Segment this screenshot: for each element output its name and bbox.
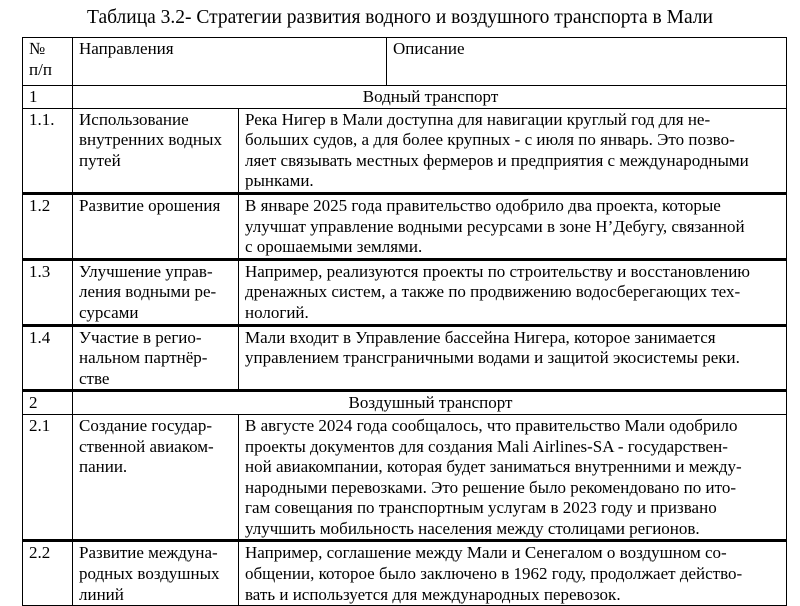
table-row bbox=[23, 541, 787, 606]
row-num: 2.1 bbox=[23, 414, 73, 541]
section-num: 2 bbox=[23, 391, 73, 415]
row-direction: Участие в регио- нальном партнёр- стве bbox=[73, 325, 239, 391]
header-num: № п/п bbox=[23, 38, 73, 86]
row-num: 1.1. bbox=[23, 108, 73, 193]
section-title: Воздушный транспорт bbox=[73, 391, 787, 415]
table-caption: Таблица 3.2- Стратегии развития водного и воздушного транспорта в Мали bbox=[87, 7, 713, 28]
row-description: Например, реализуются проекты по строительству и восстановлению дренажных систем, а также по продвижению водосберегающих тех- нологий. bbox=[239, 259, 787, 325]
row-description: В августе 2024 года сообщалось, что правительство Мали одобрило проекты документов для создания Mali Airlines-SA - государствен- ной авиакомпании, которая будет заниматься внутренними и между- народными перевозками. Это решение было рекомендовано по ито- гам совещания по транспортным услугам в 2023 году и призвано улучшить мобильность населения между столицами регионов. bbox=[239, 414, 787, 541]
row-description: Мали входит в Управление бассейна Нигера, которое занимается управлением трансграничными водами и защитой экосистемы реки. bbox=[239, 325, 787, 391]
strategies-table bbox=[22, 37, 787, 606]
row-description: Река Нигер в Мали доступна для навигации круглый год для не- больших судов, а для более крупных - с июля по январь. Это позво- ляет связывать местных фермеров и предприятия с международными рынками. bbox=[239, 108, 787, 193]
row-num: 1.2 bbox=[23, 193, 73, 259]
row-description: Например, соглашение между Мали и Сенегалом о воздушном со- общении, которое было заключено в 1962 году, продолжает действо- вать и используется для международных перевозок. bbox=[239, 541, 787, 606]
table-row bbox=[23, 414, 787, 541]
header-description: Описание bbox=[387, 38, 787, 86]
table-row bbox=[23, 193, 787, 259]
table-row bbox=[23, 325, 787, 391]
table-row bbox=[23, 108, 787, 193]
row-direction: Улучшение управ- ления водными ре- сурсами bbox=[73, 259, 239, 325]
row-num: 1.3 bbox=[23, 259, 73, 325]
section-row-air bbox=[23, 391, 787, 415]
table-row bbox=[23, 259, 787, 325]
row-direction: Развитие междуна- родных воздушных линий bbox=[73, 541, 239, 606]
row-description: В январе 2025 года правительство одобрило два проекта, которые улучшат управление водными ресурсами в зоне Н’Дебугу, связанной с орошаемыми землями. bbox=[239, 193, 787, 259]
section-num: 1 bbox=[23, 86, 73, 109]
row-num: 1.4 bbox=[23, 325, 73, 391]
row-direction: Создание государ- ственной авиаком- пании. bbox=[73, 414, 239, 541]
row-num: 2.2 bbox=[23, 541, 73, 606]
header-direction: Направления bbox=[73, 38, 387, 86]
section-row-water bbox=[23, 86, 787, 109]
row-direction: Использование внутренних водных путей bbox=[73, 108, 239, 193]
row-direction: Развитие орошения bbox=[73, 193, 239, 259]
section-title: Водный транспорт bbox=[73, 86, 787, 109]
header-row bbox=[23, 38, 787, 86]
